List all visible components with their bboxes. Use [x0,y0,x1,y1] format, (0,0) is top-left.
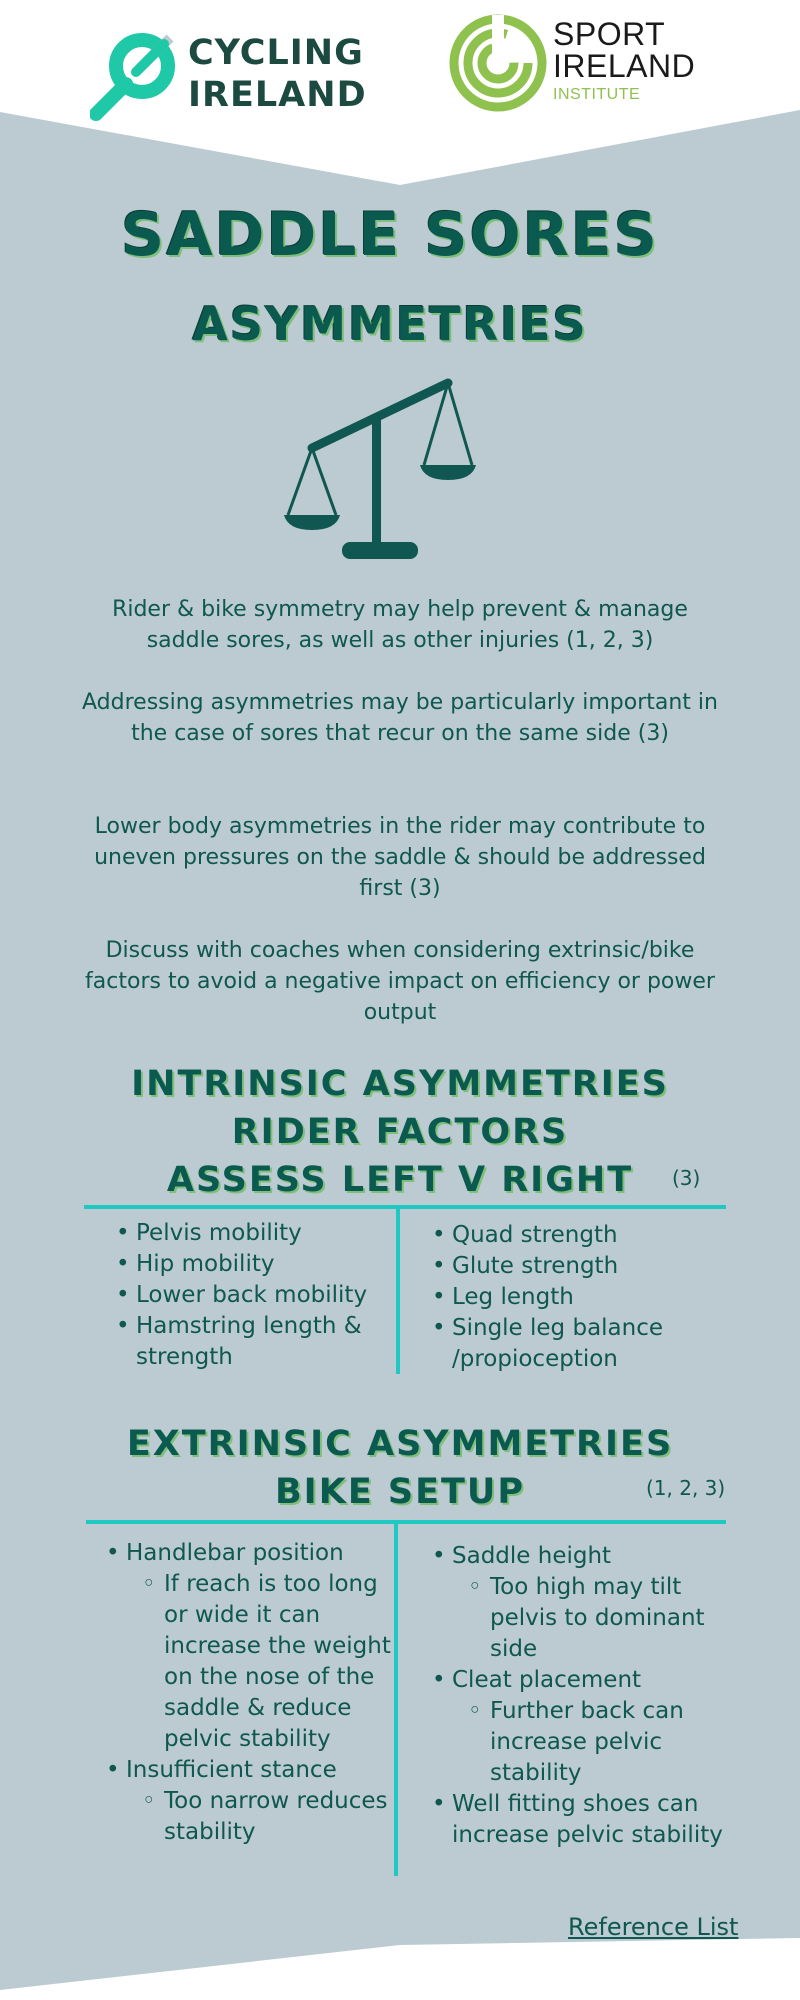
list-item-label: Well fitting shoes can increase pelvic stability [452,1791,723,1848]
extrinsic-heading-line1: EXTRINSIC ASYMMETRIES [126,1424,674,1464]
sub-list-item: ◦ Too narrow reduces stability [164,1786,406,1848]
reference-list-link[interactable]: Reference List [568,1913,739,1941]
intrinsic-heading-line3: ASSESS LEFT V RIGHT [166,1160,634,1200]
balance-scale-icon [280,375,480,565]
sport-ireland-logo [445,10,703,116]
extrinsic-ref: (1, 2, 3) [646,1476,726,1500]
list-item [452,1541,752,1665]
list-item [126,1538,406,1755]
paragraph-coaches: Discuss with coaches when considering extrinsic/bike factors to avoid a negative impact on efficiency or power output [85,938,715,1025]
paragraph-addressing: Addressing asymmetries may be particularly important in the case of sores that recur on the same side (3) [82,690,718,746]
list-item: • Glute strength [452,1251,742,1282]
extrinsic-divider [86,1520,726,1524]
page-title: SADDLE SORES [121,200,659,270]
extrinsic-left-list [98,1538,406,1848]
sport-ireland-line2: IRELAND [553,48,696,84]
sub-list-item: ◦ Further back can increase pelvic stability [490,1696,752,1789]
list-item-label: Insufficient stance [126,1757,337,1783]
sub-list-item: ◦ If reach is too long or wide it can increase the weight on the nose of the saddle & reduce pelvic stability [164,1569,406,1755]
intrinsic-heading-line1: INTRINSIC ASYMMETRIES [131,1064,669,1104]
list-item: • Leg length [452,1282,742,1313]
cycling-ireland-line1: CYCLING [188,33,364,73]
list-item: • Lower back mobility [136,1280,421,1311]
sport-ireland-subtitle: INSTITUTE [553,86,641,103]
list-item: • Hip mobility [136,1249,421,1280]
sub-list-item: ◦ Too high may tilt pelvis to dominant side [490,1572,752,1665]
paragraph-symmetry: Rider & bike symmetry may help prevent & manage saddle sores, as well as other injuries (1, 2, 3) [112,597,688,653]
cycling-ireland-mark-icon [90,28,185,123]
page-subtitle: ASYMMETRIES [192,297,588,351]
intrinsic-right-list [424,1220,742,1375]
list-item: • Quad strength [452,1220,742,1251]
list-item-label: Handlebar position [126,1540,344,1566]
intrinsic-left-list [108,1218,421,1373]
intrinsic-divider [84,1205,726,1209]
intrinsic-heading-line2: RIDER FACTORS [231,1112,569,1152]
sport-ireland-swirl-icon [448,13,548,113]
list-item: • Single leg balance /propioception [452,1313,742,1375]
list-item: • Hamstring length & strength [136,1311,421,1373]
list-item: • Pelvis mobility [136,1218,421,1249]
cycling-ireland-line2: IRELAND [188,75,367,115]
list-item-label: Saddle height [452,1543,612,1569]
list-item-label: Cleat placement [452,1667,642,1693]
extrinsic-heading [0,1420,800,1516]
list-item [126,1755,406,1848]
cycling-ireland-logo [90,28,380,123]
sport-ireland-line1: SPORT [553,16,666,52]
extrinsic-right-list [424,1541,752,1851]
intrinsic-ref: (3) [672,1166,701,1190]
list-item [452,1665,752,1789]
extrinsic-heading-line2: BIKE SETUP [275,1472,525,1512]
paragraph-lower-body: Lower body asymmetries in the rider may contribute to uneven pressures on the saddle & should be addressed first (3) [94,814,706,901]
list-item [452,1789,752,1851]
